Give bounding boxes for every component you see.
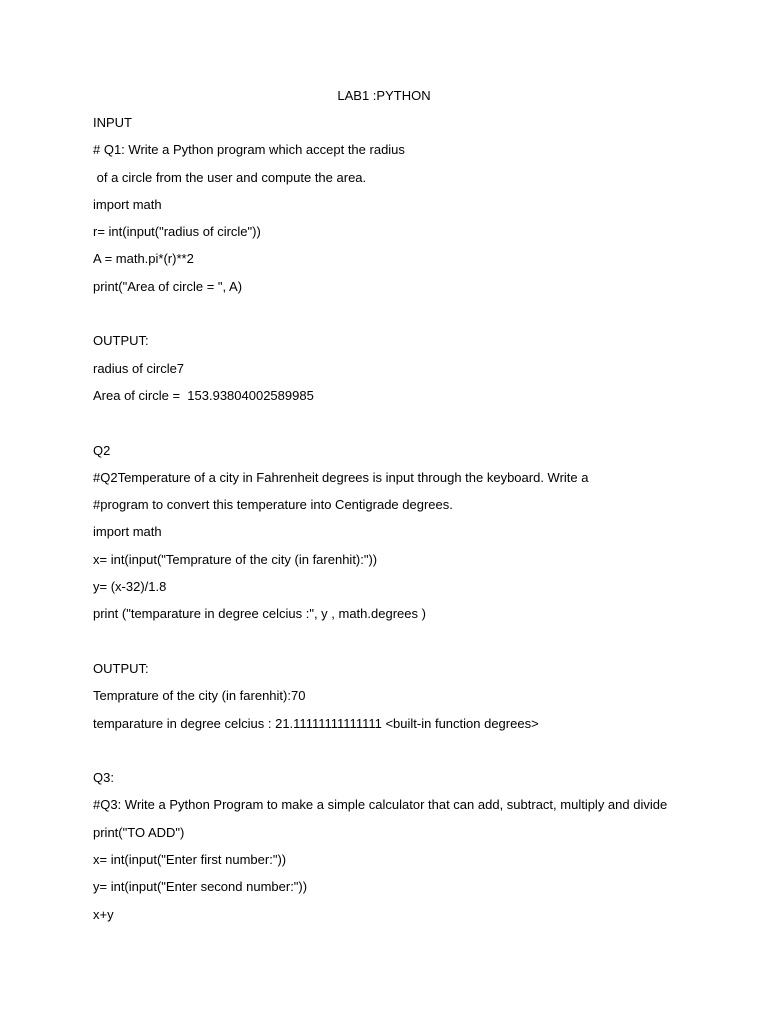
blank-line — [93, 305, 733, 332]
text-line: OUTPUT: — [93, 660, 149, 676]
blank-line — [93, 414, 733, 441]
text-line: print("TO ADD") — [93, 824, 185, 840]
text-line: Q3: — [93, 770, 114, 786]
text-line: print("Area of circle = ", A) — [93, 278, 243, 294]
document-title: LAB1 :PYTHON — [337, 88, 431, 103]
text-line: y= (x-32)/1.8 — [93, 579, 167, 595]
text-line: y= int(input("Enter second number:")) — [93, 879, 308, 895]
text-line: Q2 — [93, 442, 111, 458]
text-line: r= int(input("radius of circle")) — [93, 224, 261, 240]
text-line: #Q2Temperature of a city in Fahrenheit degrees is input through the keyboard. Write a — [93, 469, 589, 485]
document-body — [93, 114, 733, 933]
text-line: x= int(input("Temprature of the city (in farenhit):")) — [93, 551, 378, 567]
blank-line — [93, 633, 733, 660]
text-line: A = math.pi*(r)**2 — [93, 251, 194, 267]
text-line: # Q1: Write a Python program which accept the radius — [93, 142, 405, 158]
text-line: #program to convert this temperature into Centigrade degrees. — [93, 497, 453, 513]
text-line: temparature in degree celcius : 21.11111111111111 <built-in function degrees> — [93, 715, 539, 731]
text-line: INPUT — [93, 115, 132, 130]
text-line: radius of circle7 — [93, 360, 185, 376]
text-line: print ("temparature in degree celcius :", y , math.degrees ) — [93, 606, 426, 622]
text-line: x= int(input("Enter first number:")) — [93, 852, 287, 868]
text-line: of a circle from the user and compute the area. — [93, 169, 367, 185]
text-line: Temprature of the city (in farenhit):70 — [93, 688, 306, 704]
text-line: Area of circle = 153.93804002589985 — [93, 387, 314, 403]
text-line: OUTPUT: — [93, 333, 149, 349]
blank-line — [93, 742, 733, 769]
text-line: #Q3: Write a Python Program to make a simple calculator that can add, subtract, multiply and divide — [93, 797, 668, 813]
text-line: import math — [93, 524, 162, 540]
text-line: import math — [93, 196, 162, 212]
text-line: x+y — [93, 906, 114, 922]
